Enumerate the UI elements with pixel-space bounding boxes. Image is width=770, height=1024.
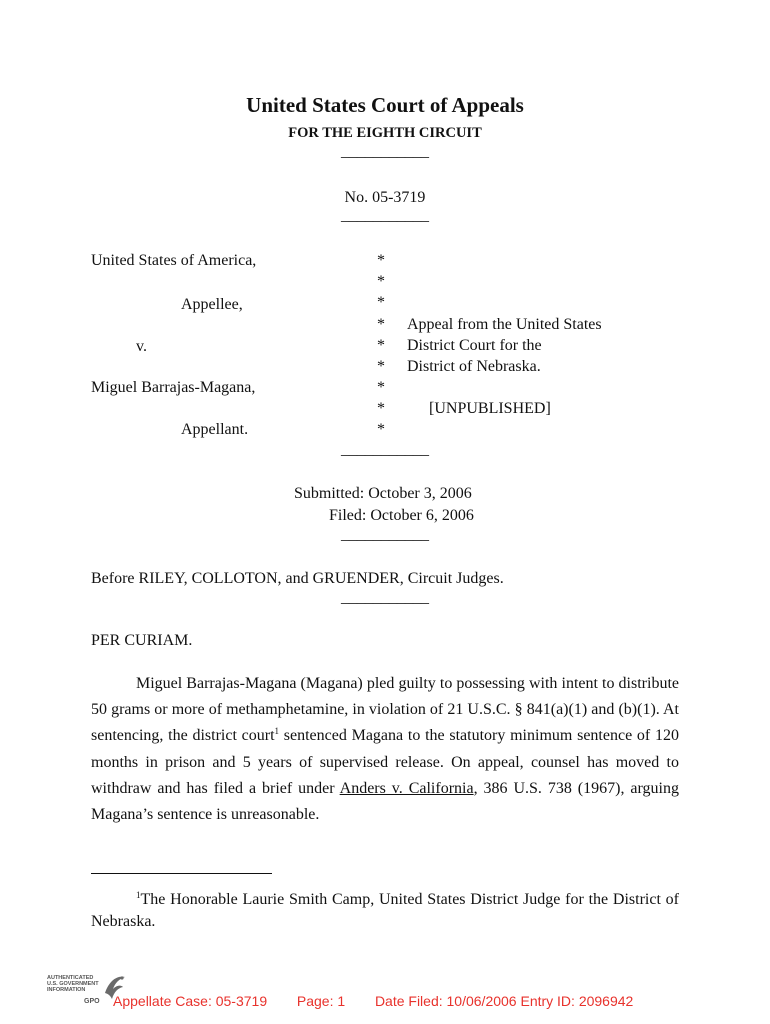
seal-text: U.S. GOVERNMENT — [47, 981, 99, 987]
opinion-text: sentenced Magana to the statutory minimum sentence of 120 months in prison and 5 years of supervised release. On appeal, counsel has moved to withdraw and has filed a brief under — [91, 727, 679, 797]
filed-date: Filed: October 6, 2006 — [329, 507, 474, 524]
separator-rule: ___________ — [341, 526, 429, 543]
party-appellee-name: United States of America, — [91, 252, 257, 269]
party-appellee-role: Appellee, — [181, 296, 243, 313]
appeal-source-line: District Court for the — [407, 337, 542, 354]
caption-star: * — [377, 400, 385, 417]
caption-star: * — [377, 421, 385, 438]
footnote-text: The Honorable Laurie Smith Camp, United States District Judge for the District of Nebraska. — [91, 891, 679, 930]
party-appellant-role: Appellant. — [181, 421, 249, 438]
footer-case: Appellate Case: 05-3719 — [113, 993, 268, 1009]
seal-gpo-text: GPO — [84, 998, 100, 1005]
unpublished-label: [UNPUBLISHED] — [429, 400, 551, 417]
circuit-name: FOR THE EIGHTH CIRCUIT — [288, 125, 482, 141]
appeal-source-line: Appeal from the United States — [407, 316, 602, 333]
caption-star: * — [377, 273, 385, 290]
per-curiam-heading: PER CURIAM. — [91, 632, 193, 649]
footnote-reference[interactable]: 1 — [274, 726, 280, 737]
caption-star: * — [377, 358, 385, 375]
panel-line: Before RILEY, COLLOTON, and GRUENDER, Circuit Judges. — [91, 570, 504, 587]
appeal-source-line: District of Nebraska. — [407, 358, 541, 375]
seal-text: AUTHENTICATED — [47, 975, 94, 981]
docket-footer — [113, 993, 633, 1009]
case-number: No. 05-3719 — [344, 189, 426, 206]
court-title: United States Court of Appeals — [246, 93, 524, 117]
party-appellant-name: Miguel Barrajas-Magana, — [91, 379, 256, 396]
footnote-marker: 1 — [136, 890, 141, 900]
opinion-paragraph — [91, 671, 679, 828]
footnote-divider — [91, 873, 272, 874]
opinion-text: , 386 U.S. 738 (1967), arguing Magana’s sentence is unreasonable. — [91, 779, 679, 824]
seal-text: INFORMATION — [47, 987, 86, 993]
separator-rule: ___________ — [341, 143, 429, 160]
footer-filed: Date Filed: 10/06/2006 Entry ID: 2096942 — [374, 993, 634, 1009]
footer-page: Page: 1 — [296, 993, 346, 1009]
submitted-date: Submitted: October 3, 2006 — [294, 485, 472, 502]
caption-star: * — [377, 252, 385, 269]
caption-star: * — [377, 379, 385, 396]
caption-star: * — [377, 337, 385, 354]
caption-star: * — [377, 294, 385, 311]
separator-rule: ___________ — [341, 441, 429, 458]
separator-rule: ___________ — [341, 589, 429, 606]
versus-label: v. — [136, 338, 147, 355]
case-citation: Anders v. California — [339, 779, 474, 797]
separator-rule: ___________ — [341, 207, 429, 224]
caption-star: * — [377, 316, 385, 333]
footnote — [91, 889, 679, 933]
opinion-text: Miguel Barrajas-Magana (Magana) pled guilty to possessing with intent to distribute 50 grams or more of methamphetamine, in violation of 21 U.S.C. § 841(a)(1) and (b)(1). At sentencing, the district court — [91, 675, 679, 745]
